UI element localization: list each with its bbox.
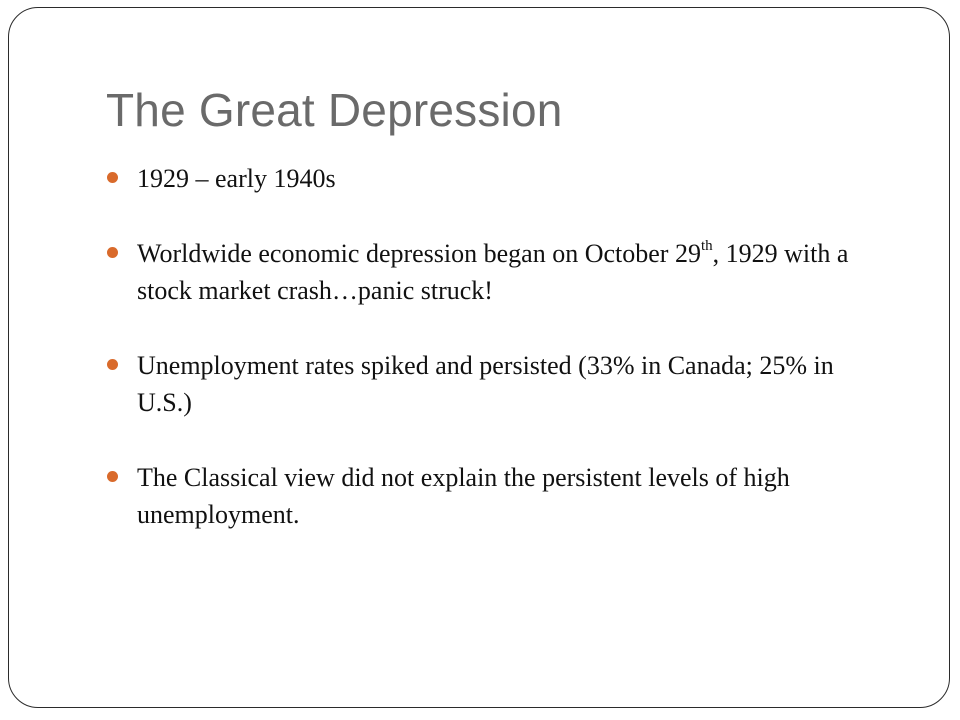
bullet-text [137, 239, 848, 305]
bullet-item [106, 235, 886, 309]
bullet-text-part: Worldwide economic depression began on October 29 [137, 239, 701, 268]
bullet-dot-icon [107, 359, 118, 370]
bullet-dot-icon [107, 247, 118, 258]
slide-title: The Great Depression [106, 84, 563, 136]
bullet-dot-icon [107, 471, 118, 482]
bullet-text: 1929 – early 1940s [137, 164, 336, 193]
superscript-th: th [700, 238, 713, 255]
bullet-dot-icon [107, 172, 118, 183]
bullet-text-part: , 1929 with a stock market crash…panic struck! [137, 239, 849, 305]
bullet-text: Unemployment rates spiked and persisted (33% in Canada; 25% in U.S.) [137, 351, 834, 417]
bullet-item [106, 160, 886, 197]
bullet-text: The Classical view did not explain the persistent levels of high unemployment. [137, 463, 790, 529]
bullet-list [106, 160, 886, 533]
bullet-item [106, 459, 886, 533]
bullet-item [106, 347, 886, 421]
